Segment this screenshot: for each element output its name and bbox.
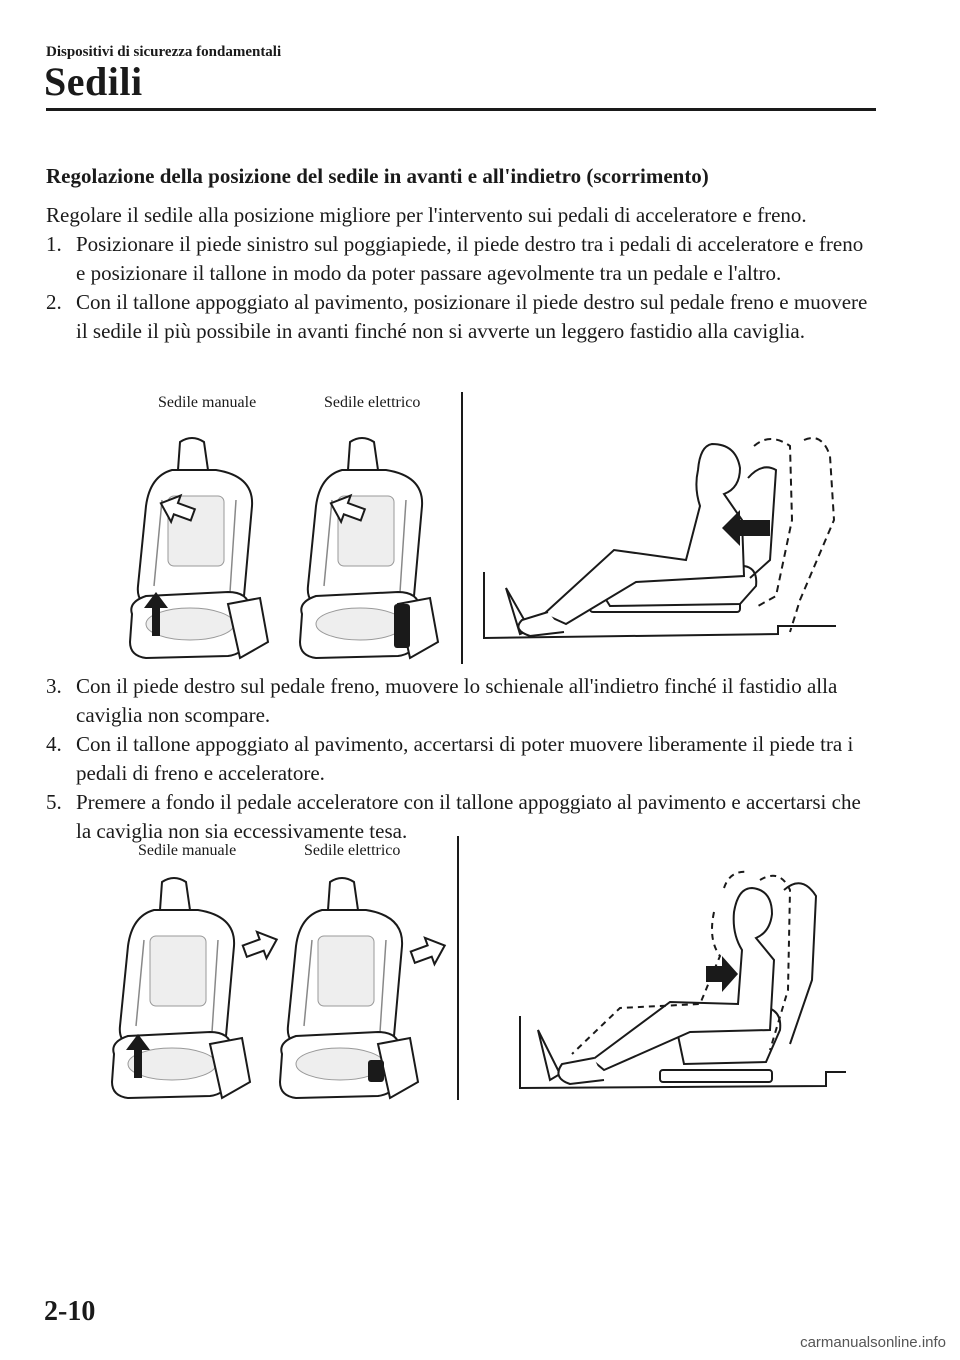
step-text: Posizionare il piede sinistro sul poggiapiede, il piede destro tra i pedali di acceleratore e freno e posizionare il tallone in modo da poter passare agevolmente tra un pedale e l'altro. xyxy=(76,232,864,285)
step-text: Con il tallone appoggiato al pavimento, posizionare il piede destro sul pedale freno e muovere il sedile il più possibile in avanti finché non si avverte un leggero fastidio alla caviglia. xyxy=(76,290,868,343)
driver-posture-icon xyxy=(484,438,836,638)
seat-icon xyxy=(280,878,418,1098)
watermark: carmanualsonline.info xyxy=(800,1334,946,1351)
page-title: Sedili xyxy=(44,59,143,104)
seat-icon xyxy=(112,878,250,1098)
caption-manual-seat-2: Sedile manuale xyxy=(138,842,237,859)
step-text: Con il piede destro sul pedale freno, muovere lo schienale all'indietro finché il fastidio alla caviglia non scompare. xyxy=(76,674,838,727)
step-number: 2. xyxy=(46,290,62,314)
seat-icon xyxy=(130,438,268,658)
intro-paragraph: Regolare il sedile alla posizione migliore per l'intervento sui pedali di acceleratore e freno. xyxy=(46,203,807,227)
caption-manual-seat-1: Sedile manuale xyxy=(158,394,257,411)
seat-switch-icon xyxy=(368,1060,384,1082)
step-text: Premere a fondo il pedale acceleratore con il tallone appoggiato al pavimento e accertarsi che la caviglia non sia eccessivamente tesa. xyxy=(76,790,861,843)
driver-posture-icon xyxy=(520,872,846,1088)
header-section: Dispositivi di sicurezza fondamentali xyxy=(46,44,282,60)
caption-electric-seat-2: Sedile elettrico xyxy=(304,842,401,859)
caption-electric-seat-1: Sedile elettrico xyxy=(324,394,421,411)
seat-switch-icon xyxy=(394,604,410,648)
page-number: 2-10 xyxy=(44,1296,96,1327)
step-number: 3. xyxy=(46,674,62,698)
section-heading: Regolazione della posizione del sedile in avanti e all'indietro (scorrimento) xyxy=(46,164,709,188)
arrow-icon xyxy=(240,926,282,964)
seat-icon xyxy=(300,438,438,658)
arrow-icon xyxy=(408,932,450,970)
step-number: 4. xyxy=(46,732,62,756)
step-number: 5. xyxy=(46,790,62,814)
step-number: 1. xyxy=(46,232,62,256)
step-text: Con il tallone appoggiato al pavimento, accertarsi di poter muovere liberamente il piede tra i pedali di freno e acceleratore. xyxy=(76,732,854,785)
